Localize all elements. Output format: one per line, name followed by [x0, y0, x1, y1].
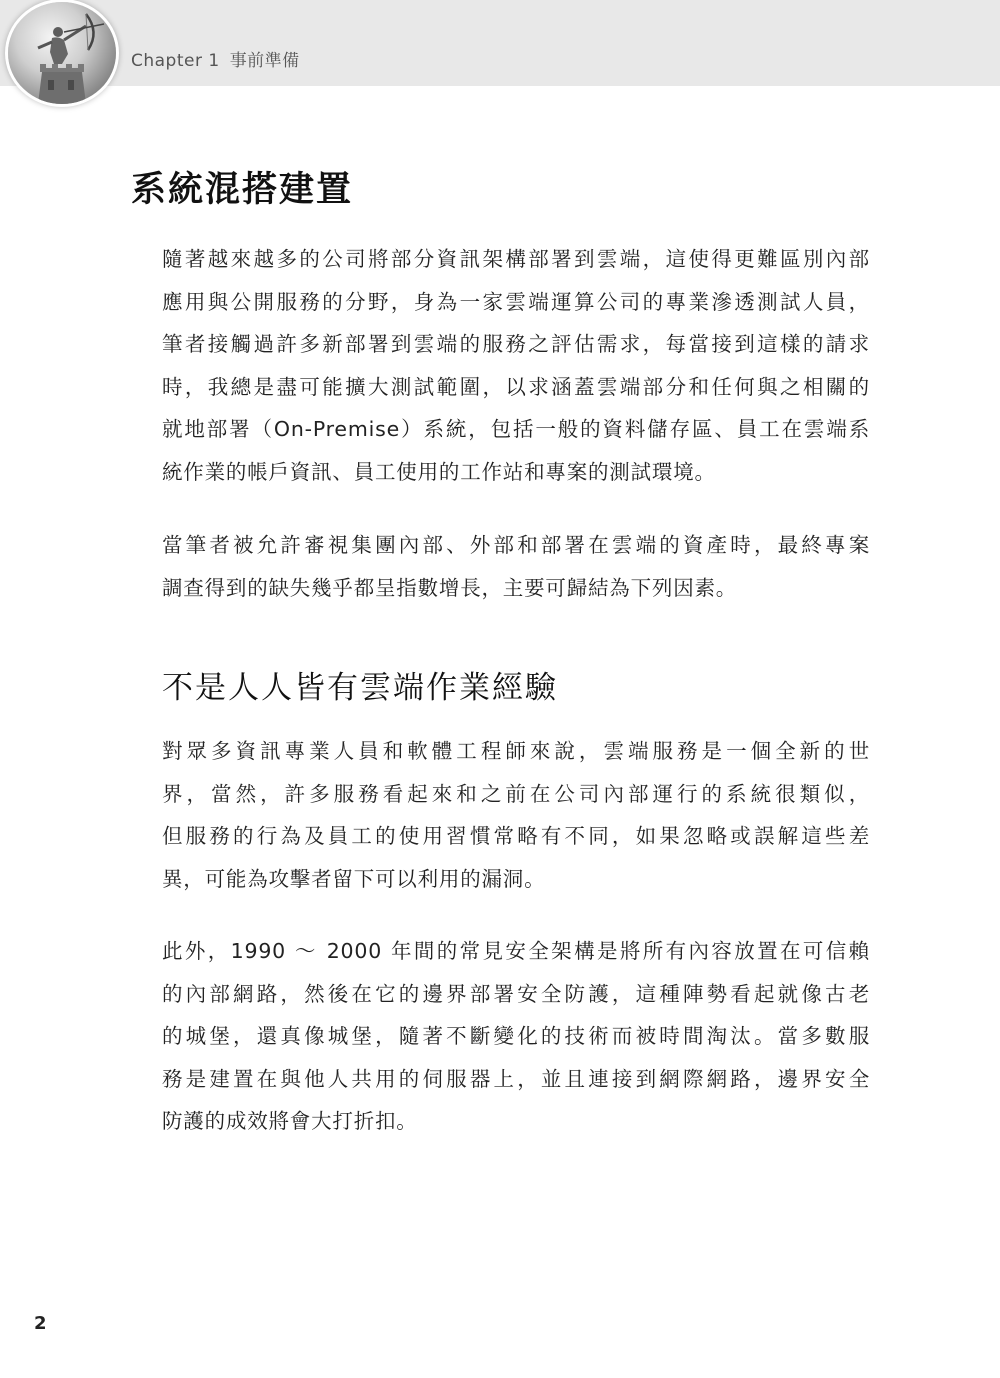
subsection-title: 不是人人皆有雲端作業經驗 — [162, 670, 558, 706]
paragraph — [162, 930, 870, 1143]
text-line: 的城堡，還真像城堡，隨著不斷變化的技術而被時間淘汰。當多數服 — [162, 1024, 870, 1048]
text-line: 此外，1990 ～ 2000 年間的常見安全架構是將所有內容放置在可信賴 — [162, 939, 870, 963]
text-line: 務是建置在與他人共用的伺服器上，並且連接到網際網路，邊界安全 — [162, 1066, 870, 1091]
paragraph — [162, 238, 870, 493]
text-line: 防護的成效將會大打折扣。 — [162, 1109, 418, 1133]
chapter-heading — [131, 46, 300, 71]
text-line: 就地部署（On-Premise）系統，包括一般的資料儲存區、員工在雲端系 — [162, 417, 870, 441]
text-line: 當筆者被允許審視集團內部、外部和部署在雲端的資產時，最終專案 — [162, 533, 870, 557]
text-line: 筆者接觸過許多新部署到雲端的服務之評估需求，每當接到這樣的請求 — [162, 332, 870, 356]
text-line: 應用與公開服務的分野，身為一家雲端運算公司的專業滲透測試人員， — [162, 289, 870, 314]
chapter-number: Chapter 1 — [131, 51, 220, 71]
archer-emblem-icon — [8, 2, 116, 104]
text-line: 時，我總是盡可能擴大測試範圍，以求涵蓋雲端部分和任何與之相關的 — [162, 374, 870, 399]
section-title: 系統混搭建置 — [131, 170, 354, 210]
text-line: 隨著越來越多的公司將部分資訊架構部署到雲端，這使得更難區別內部 — [162, 247, 870, 271]
text-line: 異，可能為攻擊者留下可以利用的漏洞。 — [162, 866, 546, 891]
paragraph — [162, 524, 870, 609]
text-line: 的內部網路，然後在它的邊界部署安全防護，這種陣勢看起就像古老 — [162, 981, 870, 1006]
running-header — [0, 0, 1000, 86]
text-line: 對眾多資訊專業人員和軟體工程師來說，雲端服務是一個全新的世 — [162, 739, 870, 763]
page-number: 2 — [34, 1313, 47, 1334]
paragraph — [162, 730, 870, 900]
chapter-title: 事前準備 — [229, 51, 300, 71]
text-line: 統作業的帳戶資訊、員工使用的工作站和專案的測試環境。 — [162, 459, 716, 484]
text-line: 但服務的行為及員工的使用習慣常略有不同，如果忽略或誤解這些差 — [162, 824, 870, 848]
text-line: 界，當然，許多服務看起來和之前在公司內部運行的系統很類似， — [162, 781, 870, 806]
text-line: 調查得到的缺失幾乎都呈指數增長，主要可歸結為下列因素。 — [162, 575, 738, 600]
